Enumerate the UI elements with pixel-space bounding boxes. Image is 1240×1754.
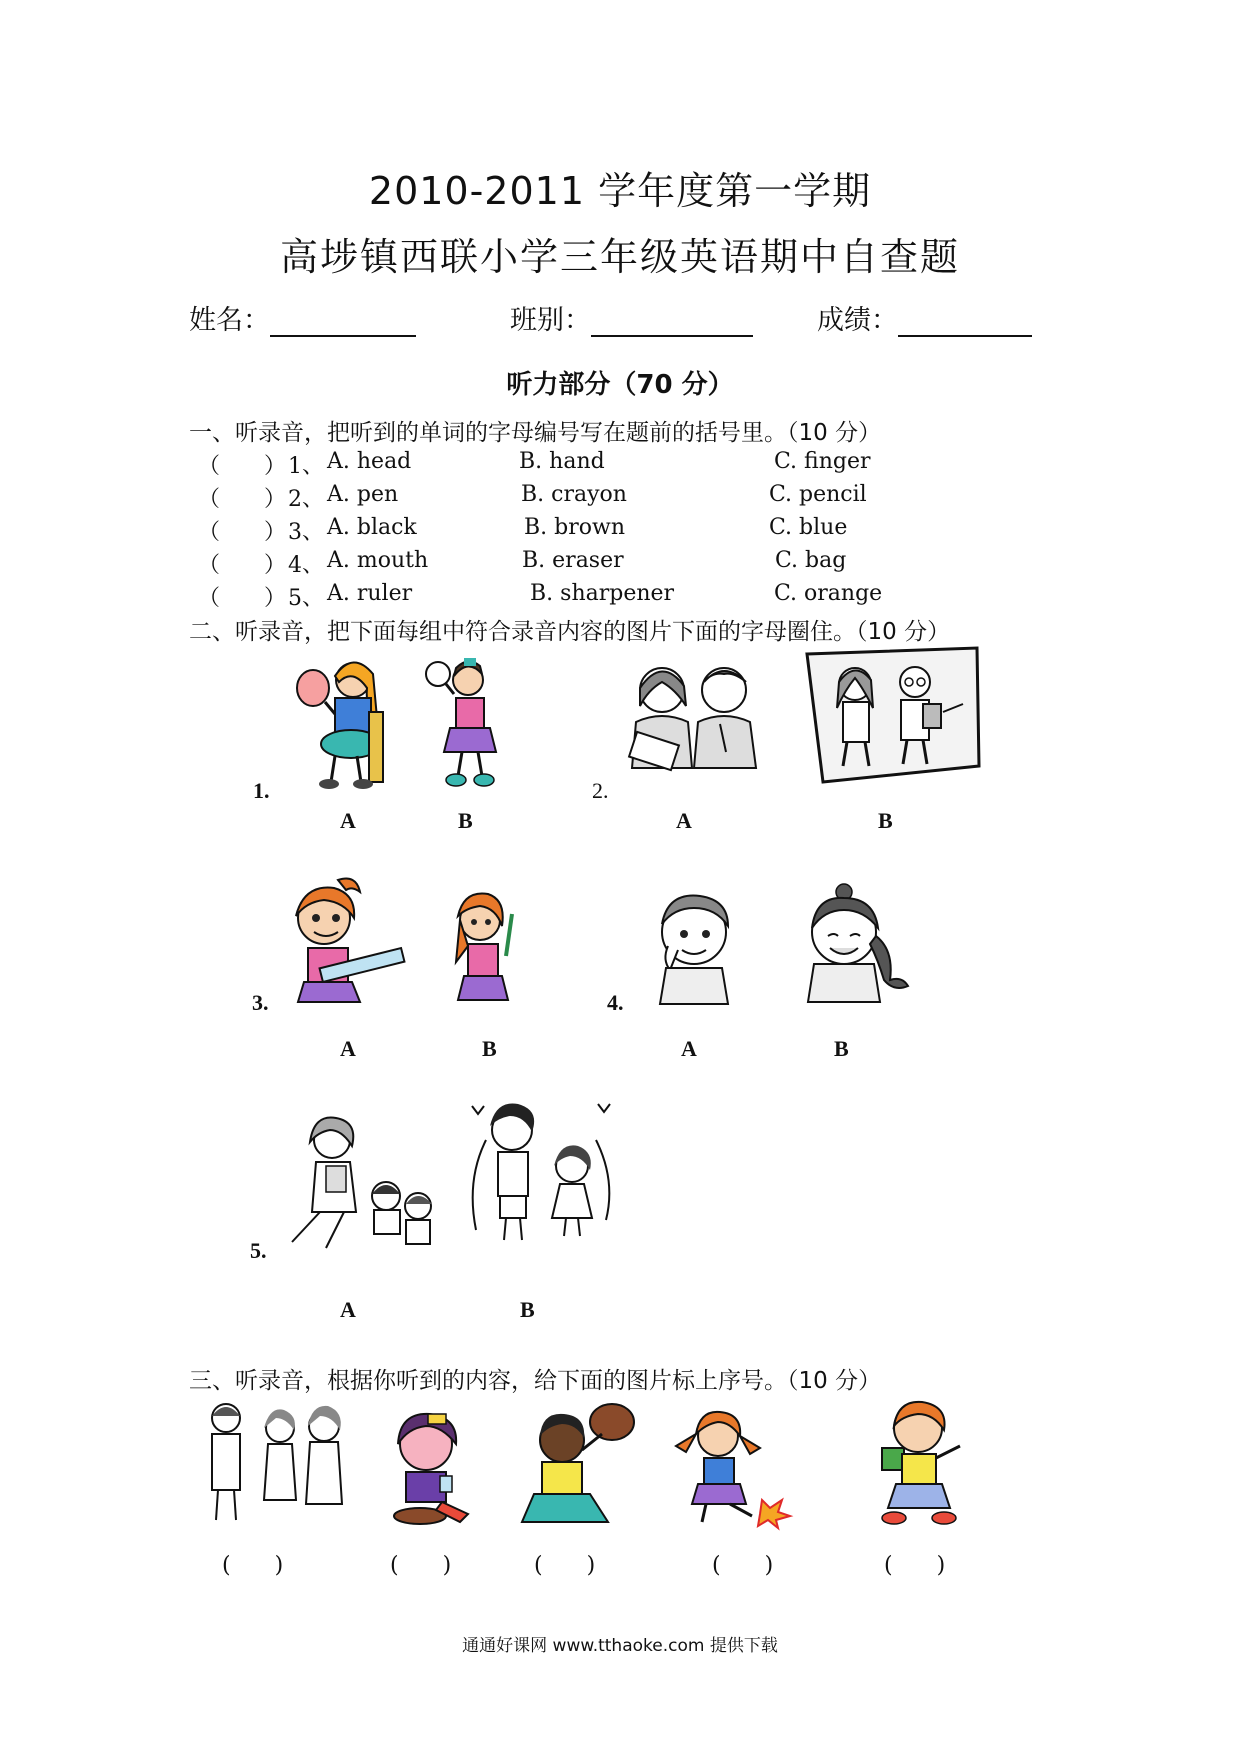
girl-with-mirror-standing-picture[interactable]: [424, 652, 510, 790]
order-blank[interactable]: ( ): [534, 1553, 596, 1578]
answer-paren[interactable]: （ ）: [198, 586, 287, 611]
answer-paren[interactable]: （ ）: [198, 520, 287, 545]
option-b: B. crayon: [521, 482, 627, 507]
list-item: [0, 515, 1240, 547]
order-blank[interactable]: ( ): [712, 1553, 774, 1578]
girl-with-ruler-picture[interactable]: [284, 876, 410, 1006]
option-c: C. blue: [769, 515, 848, 540]
girl-with-mirror-sitting-picture[interactable]: [295, 648, 395, 790]
item-number: 4.: [607, 990, 624, 1015]
answer-paren[interactable]: （ ）: [198, 487, 287, 512]
option-a: A. pen: [327, 482, 399, 507]
item-number: 1.: [253, 778, 270, 803]
teacher-and-two-women-picture[interactable]: [200, 1400, 350, 1524]
option-b-label[interactable]: B: [458, 808, 473, 833]
class-field: [510, 298, 753, 337]
question-number: 5、: [288, 586, 324, 611]
two-kids-with-bags-picture[interactable]: [803, 648, 983, 782]
option-b: B. hand: [519, 449, 605, 474]
name-label: 姓名：: [189, 305, 270, 336]
list-item: [0, 449, 1240, 481]
question-number: 3、: [288, 520, 324, 545]
section1-instruction: 一、听录音，把听到的单词的字母编号写在题前的括号里。（10 分）: [189, 420, 882, 446]
title-line-2: 高埗镇西联小学三年级英语期中自查题: [279, 235, 960, 279]
option-a-label[interactable]: A: [676, 808, 692, 833]
order-blank[interactable]: ( ): [222, 1553, 284, 1578]
score-label: 成绩：: [817, 305, 898, 336]
option-a-label[interactable]: A: [340, 1036, 356, 1061]
option-c: C. finger: [774, 449, 871, 474]
name-blank[interactable]: [270, 311, 416, 337]
question-number: 2、: [288, 487, 324, 512]
option-b-label[interactable]: B: [520, 1297, 535, 1322]
option-c: C. pencil: [769, 482, 867, 507]
section3-instruction: 三、听录音，根据你听到的内容，给下面的图片标上序号。（10 分）: [189, 1368, 882, 1394]
section2-instruction: 二、听录音，把下面每组中符合录音内容的图片下面的字母圈住。（10 分）: [189, 619, 951, 645]
option-b: B. brown: [524, 515, 625, 540]
order-blank[interactable]: ( ): [390, 1553, 452, 1578]
option-a-label[interactable]: A: [340, 808, 356, 833]
order-blank[interactable]: ( ): [884, 1553, 946, 1578]
option-c: C. orange: [774, 581, 883, 606]
list-item: [0, 548, 1240, 580]
girl-with-pencil-picture[interactable]: [446, 886, 530, 1006]
two-kids-with-book-picture[interactable]: [622, 660, 768, 770]
list-item: [0, 482, 1240, 514]
class-label: 班别：: [510, 305, 591, 336]
score-blank[interactable]: [898, 311, 1032, 337]
option-a-label[interactable]: A: [340, 1297, 356, 1322]
girl-hurting-foot-picture[interactable]: [672, 1404, 806, 1528]
option-a: A. black: [327, 515, 417, 540]
option-b-label[interactable]: B: [878, 808, 893, 833]
question-number: 1、: [288, 454, 324, 479]
item-number: 3.: [252, 990, 269, 1015]
question-number: 4、: [288, 553, 324, 578]
item-number: 2.: [592, 778, 609, 803]
list-item: [0, 581, 1240, 613]
name-field: [189, 298, 416, 337]
answer-paren[interactable]: （ ）: [198, 454, 287, 479]
option-b: B. eraser: [522, 548, 624, 573]
listening-heading: 听力部分（70 分）: [506, 370, 734, 400]
option-b: B. sharpener: [530, 581, 675, 606]
boy-and-girl-picture[interactable]: [466, 1100, 616, 1250]
option-b-label[interactable]: B: [482, 1036, 497, 1061]
girl-sitting-with-cup-picture[interactable]: [380, 1410, 480, 1530]
boy-with-ball-picture[interactable]: [512, 1400, 642, 1530]
girl-with-bag-waving-picture[interactable]: [868, 1396, 978, 1526]
option-b-label[interactable]: B: [834, 1036, 849, 1061]
footer-credit: 通通好课网 www.tthaoke.com 提供下载: [462, 1636, 778, 1656]
option-a-label[interactable]: A: [681, 1036, 697, 1061]
score-field: [817, 298, 1032, 337]
option-c: C. bag: [775, 548, 847, 573]
class-blank[interactable]: [591, 311, 753, 337]
option-a: A. ruler: [327, 581, 413, 606]
title-line-1: 2010-2011 学年度第一学期: [368, 169, 872, 213]
teacher-and-children-picture[interactable]: [286, 1112, 438, 1254]
answer-paren[interactable]: （ ）: [198, 553, 287, 578]
option-a: A. head: [327, 449, 412, 474]
item-number: 5.: [250, 1238, 267, 1263]
girl-touching-face-picture[interactable]: [798, 880, 916, 1006]
boy-touching-eye-picture[interactable]: [648, 890, 744, 1006]
option-a: A. mouth: [327, 548, 429, 573]
